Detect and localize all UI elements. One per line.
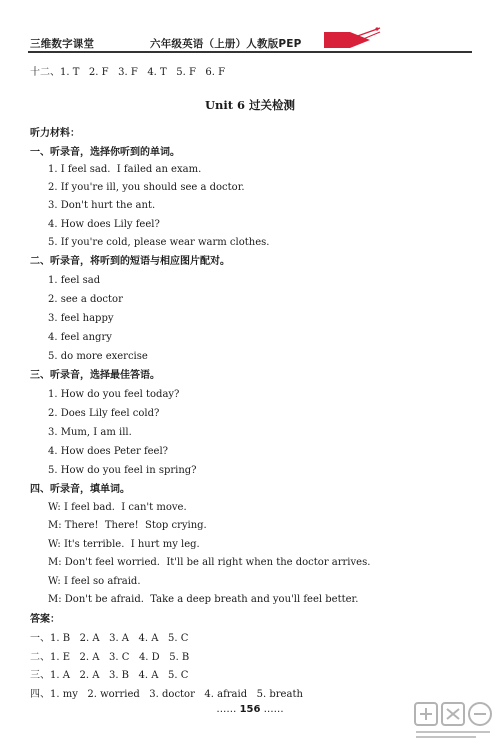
listening-heading: 听力材料： — [30, 128, 80, 139]
dialogue-line: M: There! There! Stop crying. — [48, 520, 207, 531]
dialogue-line: W: It's terrible. I hurt my leg. — [48, 539, 200, 550]
list-item: 2. If you're ill, you should see a doctor. — [48, 182, 245, 193]
section-2-heading: 二、听录音，将听到的短语与相应图片配对。 — [30, 256, 230, 267]
watermark-logo-icon — [412, 699, 494, 743]
list-item: 4. feel angry — [48, 332, 112, 343]
list-item: 5. If you're cold, please wear warm clothes. — [48, 237, 270, 248]
dialogue-line: W: I feel bad. I can't move. — [48, 502, 187, 513]
series-name: 三维数字课堂 — [30, 38, 95, 50]
list-item: 3. feel happy — [48, 313, 114, 324]
header-rule — [28, 51, 472, 53]
book-title: 六年级英语（上册）人教版PEP — [150, 38, 302, 50]
list-item: 2. see a doctor — [48, 294, 123, 305]
list-item: 3. Don't hurt the ant. — [48, 200, 156, 211]
previous-answers: 十二、1. T 2. F 3. F 4. T 5. F 6. F — [30, 67, 226, 78]
dialogue-line: M: Don't be afraid. Take a deep breath and you'll feel better. — [48, 594, 359, 605]
list-item: 5. How do you feel in spring? — [48, 465, 197, 476]
list-item: 1. I feel sad. I failed an exam. — [48, 164, 202, 175]
list-item: 3. Mum, I am ill. — [48, 427, 132, 438]
section-3-heading: 三、听录音，选择最佳答语。 — [30, 370, 160, 381]
list-item: 1. How do you feel today? — [48, 389, 180, 400]
page-number: 156 — [239, 704, 261, 715]
dialogue-line: M: Don't feel worried. It'll be all right when the doctor arrives. — [48, 557, 371, 568]
list-item: 4. How does Lily feel? — [48, 219, 160, 230]
answers-heading: 答案： — [30, 614, 60, 625]
dialogue-line: W: I feel so afraid. — [48, 576, 141, 587]
answer-row: 二、1. E 2. A 3. C 4. D 5. B — [30, 652, 190, 663]
section-4-heading: 四、听录音，填单词。 — [30, 484, 130, 495]
section-1-heading: 一、听录音，选择你听到的单词。 — [30, 147, 180, 158]
answer-row: 四、1. my 2. worried 3. doctor 4. afraid 5. breath — [30, 689, 303, 700]
footer-dots-right: …… — [263, 704, 284, 715]
rocket-icon — [322, 26, 382, 52]
list-item: 1. feel sad — [48, 275, 101, 286]
list-item: 2. Does Lily feel cold? — [48, 408, 160, 419]
page-title: Unit 6 过关检测 — [204, 98, 296, 112]
answer-row: 三、1. A 2. A 3. B 4. A 5. C — [30, 670, 189, 681]
list-item: 4. How does Peter feel? — [48, 446, 169, 457]
footer-dots-left: …… — [216, 704, 237, 715]
list-item: 5. do more exercise — [48, 351, 148, 362]
page-header — [0, 0, 500, 52]
answer-row: 一、1. B 2. A 3. A 4. A 5. C — [30, 633, 189, 644]
